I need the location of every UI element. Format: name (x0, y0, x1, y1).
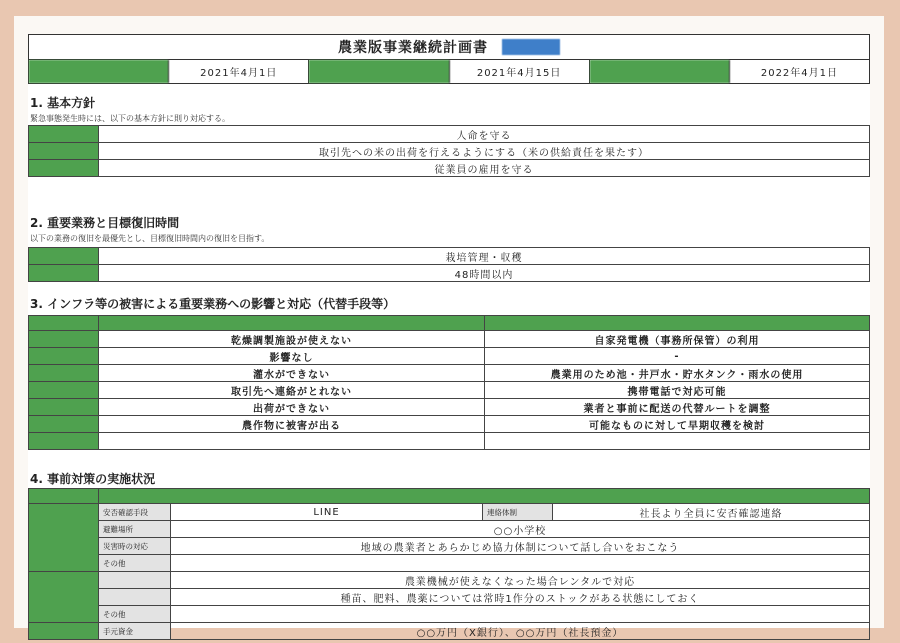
sub-label: 避難場所 (99, 521, 171, 538)
measure-text: ○○万円（X銀行）、○○万円（社長預金） (171, 623, 870, 640)
section3-table (28, 315, 870, 450)
sub-label: 災害時の対応 (99, 538, 171, 555)
impact-text: 灌水ができない (99, 365, 485, 382)
section2-heading: 2. 重要業務と目標復旧時間 (30, 216, 180, 230)
impact-text: 出荷ができない (99, 399, 485, 416)
sub-label: 手元資金 (99, 623, 171, 640)
row-label (29, 382, 99, 399)
measure-text: LINE (171, 504, 483, 521)
header-cell (29, 316, 99, 331)
row-label (29, 399, 99, 416)
table-row (29, 538, 870, 555)
table-row (29, 160, 870, 177)
table-header-row (29, 489, 870, 504)
row-label (29, 416, 99, 433)
header-cell (29, 489, 99, 504)
impact-text (99, 433, 485, 450)
section4-heading: 4. 事前対策の実施状況 (30, 472, 156, 486)
title-tag (502, 39, 560, 55)
document-title: 農業版事業継続計画書 (338, 40, 488, 56)
group-label (29, 623, 99, 640)
table-row (29, 623, 870, 640)
table-row (29, 504, 870, 521)
bcp-sheet (28, 34, 870, 639)
measure-text: 農業機械が使えなくなった場合レンタルで対応 (171, 572, 870, 589)
row-label (29, 433, 99, 450)
sub-label: その他 (99, 606, 171, 623)
table-row (29, 331, 870, 348)
date-label-2 (309, 60, 449, 83)
policy-text: 人命を守る (99, 126, 870, 143)
response-text: 業者と事前に配送の代替ルートを調整 (485, 399, 870, 416)
table-row (29, 399, 870, 416)
section2-table (28, 247, 870, 282)
measure-text (171, 606, 870, 623)
response-text: - (485, 348, 870, 365)
table-row (29, 555, 870, 572)
group-label (29, 504, 99, 572)
table-row (29, 433, 870, 450)
section3-heading: 3. インフラ等の被害による重要業務への影響と対応（代替手段等） (30, 297, 396, 311)
impact-text: 乾燥調製施設が使えない (99, 331, 485, 348)
section1-heading: 1. 基本方針 (30, 96, 96, 110)
sub-label: 連絡体制 (483, 504, 553, 521)
table-header-row (29, 316, 870, 331)
row-label (29, 348, 99, 365)
row-label (29, 143, 99, 160)
work-text: 栽培管理・収穫 (99, 248, 870, 265)
response-text: 自家発電機（事務所保管）の利用 (485, 331, 870, 348)
table-row (29, 606, 870, 623)
measure-text: ○○小学校 (171, 521, 870, 538)
table-row (29, 382, 870, 399)
row-label (29, 331, 99, 348)
sub-label (99, 572, 171, 589)
document-frame (14, 16, 884, 639)
row-label (29, 248, 99, 265)
work-text: 48時間以内 (99, 265, 870, 282)
table-row (29, 143, 870, 160)
date-value-3: 2022年4月1日 (760, 68, 839, 79)
section4-table (28, 488, 870, 640)
measure-text (171, 555, 870, 572)
impact-text: 取引先へ連絡がとれない (99, 382, 485, 399)
row-label (29, 160, 99, 177)
response-text: 携帯電話で対応可能 (485, 382, 870, 399)
header-cell (99, 316, 485, 331)
section1-note: 緊急事態発生時には、以下の基本方針に則り対応する。 (30, 114, 230, 123)
table-row (29, 126, 870, 143)
group-label (29, 572, 99, 623)
date-row (28, 60, 870, 84)
sub-label: 安否確認手段 (99, 504, 171, 521)
row-label (29, 126, 99, 143)
header-cell (485, 316, 870, 331)
table-row (29, 572, 870, 589)
measure-text: 地域の農業者とあらかじめ協力体制について話し合いをおこなう (171, 538, 870, 555)
header-cell (99, 489, 870, 504)
response-text: 可能なものに対して早期収穫を検討 (485, 416, 870, 433)
policy-text: 従業員の雇用を守る (99, 160, 870, 177)
sub-label (99, 589, 171, 606)
policy-text: 取引先への米の出荷を行えるようにする（米の供給責任を果たす） (99, 143, 870, 160)
response-text (485, 433, 870, 450)
table-row (29, 248, 870, 265)
measure-text: 社長より全員に安否確認連絡 (553, 504, 870, 521)
title-row (28, 34, 870, 60)
impact-text: 農作物に被害が出る (99, 416, 485, 433)
table-row (29, 348, 870, 365)
table-row (29, 521, 870, 538)
response-text: 農業用のため池・井戸水・貯水タンク・雨水の使用 (485, 365, 870, 382)
row-label (29, 265, 99, 282)
measure-text: 種苗、肥料、農薬については常時1作分のストックがある状態にしておく (171, 589, 870, 606)
date-label-1 (29, 60, 169, 83)
date-value-1: 2021年4月1日 (169, 60, 309, 83)
row-label (29, 365, 99, 382)
date-value-2: 2021年4月15日 (450, 60, 590, 83)
impact-text: 影響なし (99, 348, 485, 365)
date-label-3 (590, 60, 730, 83)
section1-table (28, 125, 870, 177)
section2-note: 以下の業務の復旧を最優先とし、目標復旧時間内の復旧を目指す。 (30, 234, 270, 243)
sub-label: その他 (99, 555, 171, 572)
table-row (29, 416, 870, 433)
table-row (29, 589, 870, 606)
table-row (29, 265, 870, 282)
table-row (29, 365, 870, 382)
